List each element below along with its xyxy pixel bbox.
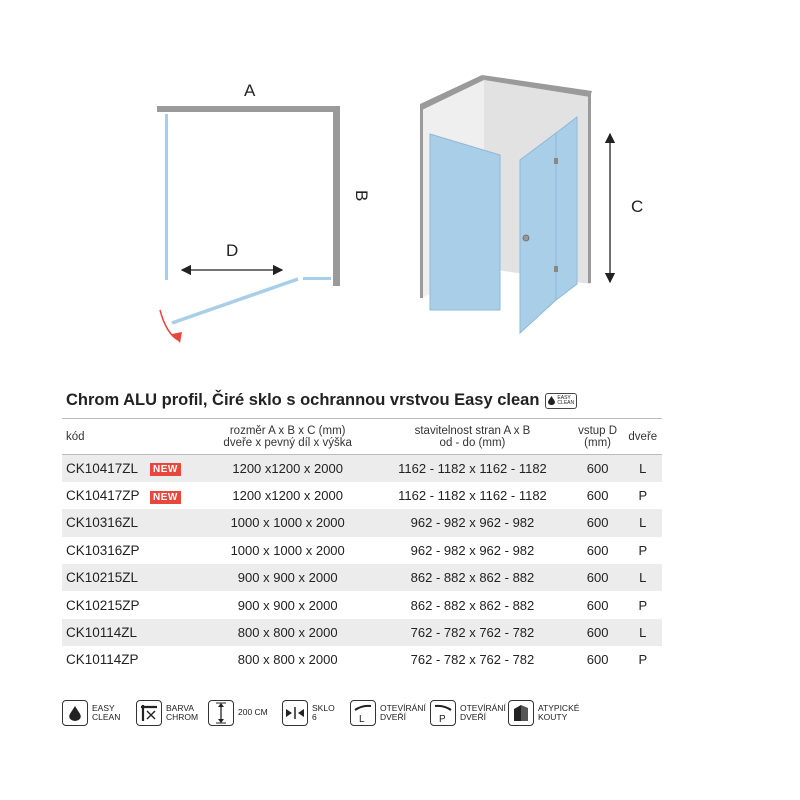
feature-glass-line2: 6 (312, 712, 317, 722)
row-door: L (624, 619, 662, 646)
table-row (62, 537, 662, 564)
feature-chrome (136, 698, 198, 728)
fixed-glass-bottom (303, 277, 331, 280)
label-b: B (352, 190, 371, 202)
shower-enclosure-diagram (0, 0, 800, 370)
header-code: kód (62, 419, 150, 455)
row-entry: 600 (572, 619, 624, 646)
row-size: 1000 x 1000 x 2000 (202, 509, 373, 536)
easy-clean-badge-line2: CLEAN (557, 399, 575, 406)
header-entry (572, 419, 624, 455)
easy-clean-badge (545, 393, 577, 409)
fixed-glass-panel-left (430, 134, 500, 310)
feature-corner (508, 698, 579, 728)
row-door: P (638, 488, 648, 504)
row-adjust: 762 - 782 x 762 - 782 (410, 652, 535, 668)
feature-glass-line1: SKLO (312, 702, 335, 713)
header-size-line1: rozměr A x B x C (mm) (229, 424, 346, 437)
new-badge: NEW (150, 491, 181, 504)
row-door: L (624, 455, 662, 482)
spec-title-text: Chrom ALU profil, Čiré sklo s ochrannou vrstvou Easy clean (66, 391, 540, 409)
fixed-glass-panel-right (556, 117, 577, 300)
chrome-frame-icon (136, 700, 162, 726)
row-code: CK10316ZP (66, 542, 140, 558)
door-panel-plan (172, 279, 298, 323)
row-size: 900 x 900 x 2000 (202, 564, 373, 591)
table-row (62, 591, 662, 618)
feature-corner-line1: ATYPICKÉ (538, 702, 580, 713)
height-arrow-icon (208, 700, 234, 726)
feature-chrome-line1: BARVA (166, 702, 195, 713)
row-code: CK10215ZL (62, 564, 150, 591)
perspective-view (420, 75, 643, 333)
header-size (202, 419, 373, 455)
svg-text:L: L (359, 714, 365, 724)
row-adjust: 1162 - 1182 x 1162 - 1182 (398, 488, 547, 504)
feature-door-right-line2: DVEŘÍ (460, 712, 486, 722)
row-door: P (638, 597, 648, 613)
row-door: L (624, 564, 662, 591)
row-size: 1200 x1200 x 2000 (202, 455, 373, 482)
row-adjust: 762 - 782 x 762 - 782 (373, 619, 571, 646)
row-adjust: 862 - 882 x 862 - 882 (373, 564, 571, 591)
row-entry: 600 (572, 455, 624, 482)
row-adjust: 962 - 982 x 962 - 982 (410, 542, 535, 558)
table-row (62, 646, 662, 673)
label-d: D (226, 241, 239, 260)
row-code: CK10215ZP (66, 597, 140, 613)
feature-easy-clean-line2: CLEAN (92, 712, 121, 722)
header-size-line2: dveře x pevný díl x výška (223, 436, 352, 449)
water-drop-icon (62, 700, 88, 726)
row-entry: 600 (572, 509, 624, 536)
wall-frame-left-edge (420, 104, 423, 298)
row-code: CK10316ZL (62, 509, 150, 536)
feature-door-left (350, 698, 426, 728)
row-code: CK10114ZL (62, 619, 150, 646)
hinge-top (554, 158, 558, 164)
wall-top (157, 106, 339, 112)
table-row (62, 509, 662, 536)
row-size: 800 x 800 x 2000 (237, 652, 338, 668)
header-entry-line1: vstup D (578, 424, 618, 437)
row-door: P (638, 542, 648, 558)
feature-door-right-line1: OTEVÍRÁNÍ (460, 702, 506, 713)
feature-height-line1: 200 CM (238, 707, 268, 718)
feature-glass (282, 698, 335, 728)
hinge-bottom (554, 266, 558, 272)
row-door: P (638, 652, 648, 668)
new-badge: NEW (150, 463, 181, 476)
fixed-glass-left (165, 114, 168, 280)
label-a: A (244, 81, 256, 100)
header-badge (150, 419, 202, 455)
plan-view (157, 81, 371, 343)
water-drop-icon (548, 396, 555, 405)
spec-title (66, 391, 577, 410)
door-panel (520, 133, 556, 333)
header-adjust (373, 419, 571, 455)
door-right-icon (430, 700, 456, 726)
corner-icon (508, 700, 534, 726)
feature-height (208, 698, 268, 728)
row-size: 900 x 900 x 2000 (237, 597, 338, 613)
spec-table (62, 418, 662, 674)
table-row (62, 482, 662, 509)
easy-clean-badge-line1: EASY (557, 394, 571, 401)
row-adjust: 1162 - 1182 x 1162 - 1182 (373, 455, 571, 482)
door-left-icon (350, 700, 376, 726)
row-size: 800 x 800 x 2000 (202, 619, 373, 646)
header-entry-line2: (mm) (584, 436, 611, 449)
row-size: 1000 x 1000 x 2000 (230, 542, 345, 558)
feature-easy-clean-line1: EASY (92, 702, 115, 713)
glass-thickness-icon (282, 700, 308, 726)
row-code: CK10417ZL (62, 455, 150, 482)
row-entry: 600 (586, 597, 609, 613)
header-door: dveře (624, 419, 662, 455)
label-c: C (631, 197, 644, 216)
row-entry: 600 (586, 542, 609, 558)
row-adjust: 862 - 882 x 862 - 882 (410, 597, 535, 613)
svg-text:P: P (439, 714, 446, 724)
feature-door-left-line1: OTEVÍRÁNÍ (380, 702, 426, 713)
header-adjust-line2: od - do (mm) (439, 436, 506, 449)
wall-frame-right-edge (588, 93, 591, 283)
table-row (62, 619, 662, 646)
row-code: CK10114ZP (66, 652, 139, 668)
feature-easy-clean (62, 698, 120, 728)
row-entry: 600 (586, 652, 609, 668)
feature-door-right (430, 698, 506, 728)
row-door: L (624, 509, 662, 536)
table-row (62, 455, 662, 482)
row-entry: 600 (572, 564, 624, 591)
row-entry: 600 (586, 488, 609, 504)
row-adjust: 962 - 982 x 962 - 982 (373, 509, 571, 536)
feature-door-left-line2: DVEŘÍ (380, 712, 406, 722)
wall-right (333, 106, 340, 286)
header-adjust-line1: stavitelnost stran A x B (414, 424, 531, 437)
door-handle (523, 235, 529, 241)
feature-corner-line2: KOUTY (538, 712, 568, 722)
row-size: 1200 x1200 x 2000 (232, 488, 343, 504)
row-code: CK10417ZP (66, 488, 140, 504)
feature-chrome-line2: CHROM (166, 712, 199, 722)
table-row (62, 564, 662, 591)
table-header-row (62, 419, 662, 455)
